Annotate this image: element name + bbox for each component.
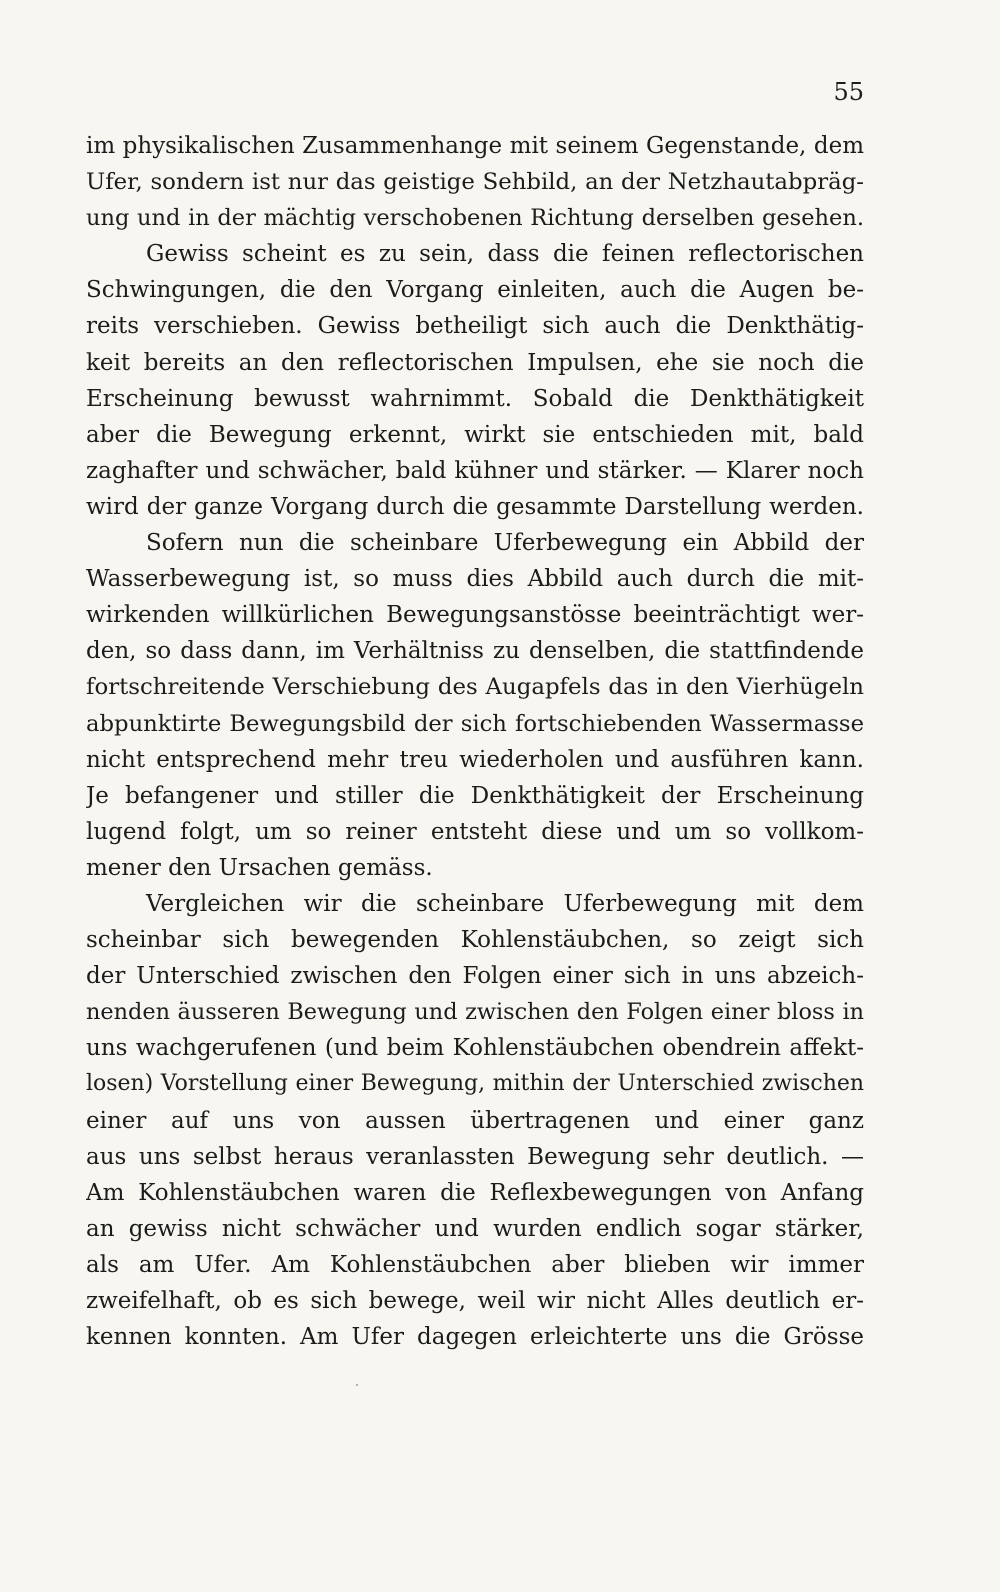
text-line: Schwingungen, die den Vorgang einleiten, auch die Augen be- bbox=[86, 277, 864, 304]
text-line: aber die Bewegung erkennt, wirkt sie entschieden mit, bald bbox=[86, 421, 864, 448]
text-line: Wasserbewegung ist, so muss dies Abbild auch durch die mit- bbox=[86, 566, 864, 593]
text-line: Ufer, sondern ist nur das geistige Sehbild, an der Netzhautabpräg- bbox=[86, 169, 864, 196]
text-line: zaghafter und schwächer, bald kühner und stärker. — Klarer noch bbox=[86, 457, 864, 484]
text-line: an gewiss nicht schwächer und wurden endlich sogar stärker, bbox=[86, 1215, 864, 1242]
text-line: einer auf uns von aussen übertragenen und einer ganz bbox=[86, 1107, 864, 1134]
text-line: zweifelhaft, ob es sich bewege, weil wir nicht Alles deutlich er- bbox=[86, 1288, 864, 1314]
text-line: lugend folgt, um so reiner entsteht diese und um so vollkom- bbox=[86, 818, 864, 845]
paragraph-first-line: Vergleichen wir die scheinbare Uferbewegung mit dem bbox=[146, 890, 864, 917]
page-number: 55 bbox=[833, 78, 864, 106]
text-line: Erscheinung bewusst wahrnimmt. Sobald die Denkthätigkeit bbox=[86, 385, 864, 412]
text-line: Je befangener und stiller die Denkthätigkeit der Erscheinung bbox=[86, 782, 864, 809]
text-line: aus uns selbst heraus veranlassten Bewegung sehr deutlich. — bbox=[86, 1143, 864, 1170]
text-line: keit bereits an den reflectorischen Impulsen, ehe sie noch die bbox=[86, 349, 864, 376]
paragraph-first-line: Sofern nun die scheinbare Uferbewegung ein Abbild der bbox=[146, 530, 864, 557]
text-line: wirkenden willkürlichen Bewegungsanstösse beeinträchtigt wer- bbox=[86, 602, 864, 629]
text-line: den, so dass dann, im Verhältniss zu denselben, die stattfindende bbox=[86, 638, 864, 665]
text-line: reits verschieben. Gewiss betheiligt sich auch die Denkthätig- bbox=[86, 313, 864, 340]
text-line: als am Ufer. Am Kohlenstäubchen aber blieben wir immer bbox=[86, 1251, 864, 1278]
text-line: abpunktirte Bewegungsbild der sich fortschiebenden Wassermasse bbox=[86, 710, 864, 737]
text-line: fortschreitende Verschiebung des Augapfels das in den Vierhügeln bbox=[86, 674, 864, 701]
text-line: uns wachgerufenen (und beim Kohlenstäubchen obendrein affekt- bbox=[86, 1035, 864, 1062]
text-line: nenden äusseren Bewegung und zwischen den Folgen einer bloss in bbox=[86, 999, 864, 1026]
paragraph-first-line: Gewiss scheint es zu sein, dass die feinen reflectorischen bbox=[146, 241, 864, 268]
text-line: nicht entsprechend mehr treu wiederholen und ausführen kann. bbox=[86, 746, 864, 773]
text-line: scheinbar sich bewegenden Kohlenstäubchen, so zeigt sich bbox=[86, 927, 864, 954]
text-line: kennen konnten. Am Ufer dagegen erleichterte uns die Grösse bbox=[86, 1324, 864, 1351]
paper-speck bbox=[356, 1384, 358, 1386]
paragraph-last-line: mener den Ursachen gemäss. bbox=[86, 854, 433, 881]
text-line: im physikalischen Zusammenhange mit seinem Gegenstande, dem bbox=[86, 133, 864, 159]
text-line: losen) Vorstellung einer Bewegung, mithin der Unterschied zwischen bbox=[86, 1071, 864, 1097]
text-line: Am Kohlenstäubchen waren die Reflexbewegungen von Anfang bbox=[86, 1179, 864, 1206]
text-line: ung und in der mächtig verschobenen Richtung derselben gesehen. bbox=[86, 205, 864, 232]
text-line: der Unterschied zwischen den Folgen einer sich in uns abzeich- bbox=[86, 963, 864, 990]
body-text bbox=[86, 128, 864, 1355]
text-line: wird der ganze Vorgang durch die gesammte Darstellung werden. bbox=[86, 493, 864, 520]
